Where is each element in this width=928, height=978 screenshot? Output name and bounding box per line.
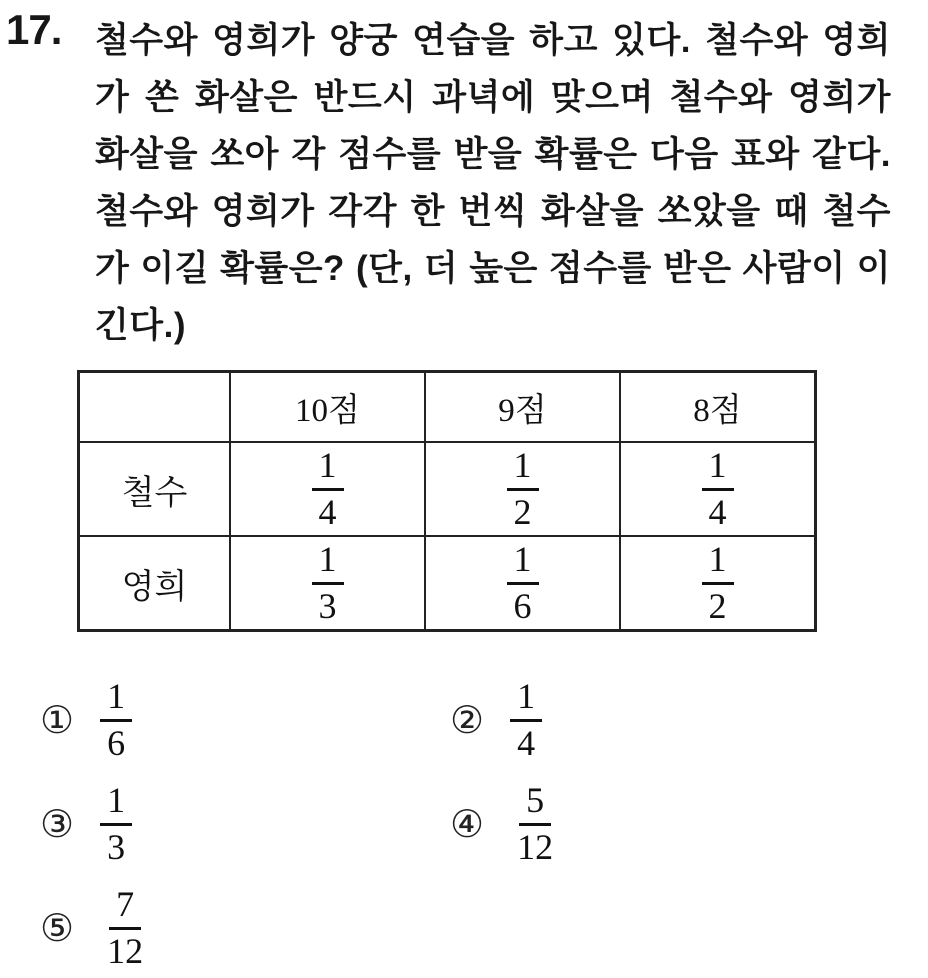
fraction [702,445,734,534]
choice-3-marker: ③ [40,802,75,846]
fraction-numerator: 1 [507,445,539,491]
question-number: 17. [6,6,62,53]
row-label-cheolsu: 철수 [79,442,231,536]
choice-2-fraction [510,676,542,765]
choice-4[interactable] [450,780,928,869]
question-text: 철수와 영희가 양궁 연습을 하고 있다. 철수와 영희가 쏜 화살은 반드시 과녁에 맞으며 철수와 영희가 화살을 쏘아 각 점수를 받을 확률은 다음 표와 같다. 철수와 영희가 각각 한 번씩 화살을 쏘았을 때 철수가 이길 확률은? (단, 더 높은 점수를 받은 사람이 이긴다.) [95,21,891,345]
fraction-denominator: 12 [107,930,144,971]
choice-4-fraction [510,780,560,869]
cheolsu-8points-cell [620,442,816,536]
yeonghui-9points-cell [425,536,620,631]
fraction-denominator: 3 [107,826,126,867]
fraction [507,445,539,534]
choice-2[interactable] [450,676,928,765]
probability-table [77,370,817,632]
fraction-denominator: 6 [513,585,532,626]
answer-choices [40,668,928,978]
fraction-numerator: 1 [510,676,542,722]
fraction-numerator: 1 [507,539,539,585]
fraction-denominator: 4 [318,491,337,532]
choice-4-marker: ④ [450,802,485,846]
fraction-denominator: 3 [318,585,337,626]
fraction [312,445,344,534]
fraction [312,539,344,628]
choice-5-marker: ⑤ [40,906,75,950]
fraction-denominator: 12 [517,826,554,867]
fraction [702,539,734,628]
choice-5[interactable] [40,884,450,973]
question-block [0,0,928,354]
fraction-numerator: 7 [109,884,141,930]
choice-3-fraction [100,780,132,869]
table-header-row [79,372,816,443]
fraction-numerator: 1 [702,539,734,585]
fraction-numerator: 1 [100,676,132,722]
cheolsu-10points-cell [230,442,425,536]
yeonghui-8points-cell [620,536,816,631]
table-row-cheolsu [79,442,816,536]
fraction-numerator: 1 [702,445,734,491]
cheolsu-9points-cell [425,442,620,536]
choice-1[interactable] [40,676,450,765]
fraction-denominator: 2 [513,491,532,532]
fraction-denominator: 4 [517,722,536,763]
choice-1-fraction [100,676,132,765]
table-corner-cell [79,372,231,443]
yeonghui-10points-cell [230,536,425,631]
table-header-8points: 8점 [620,372,816,443]
table-header-10points: 10점 [230,372,425,443]
fraction-denominator: 4 [708,491,727,532]
fraction-numerator: 1 [312,539,344,585]
fraction-denominator: 2 [708,585,727,626]
choice-1-marker: ① [40,698,75,742]
table-header-9points: 9점 [425,372,620,443]
fraction-denominator: 6 [107,722,126,763]
fraction [507,539,539,628]
table-row-yeonghui [79,536,816,631]
choice-2-marker: ② [450,698,485,742]
choice-5-fraction [100,884,150,973]
row-label-yeonghui: 영희 [79,536,231,631]
choice-3[interactable] [40,780,450,869]
fraction-numerator: 1 [312,445,344,491]
fraction-numerator: 5 [519,780,551,826]
fraction-numerator: 1 [100,780,132,826]
